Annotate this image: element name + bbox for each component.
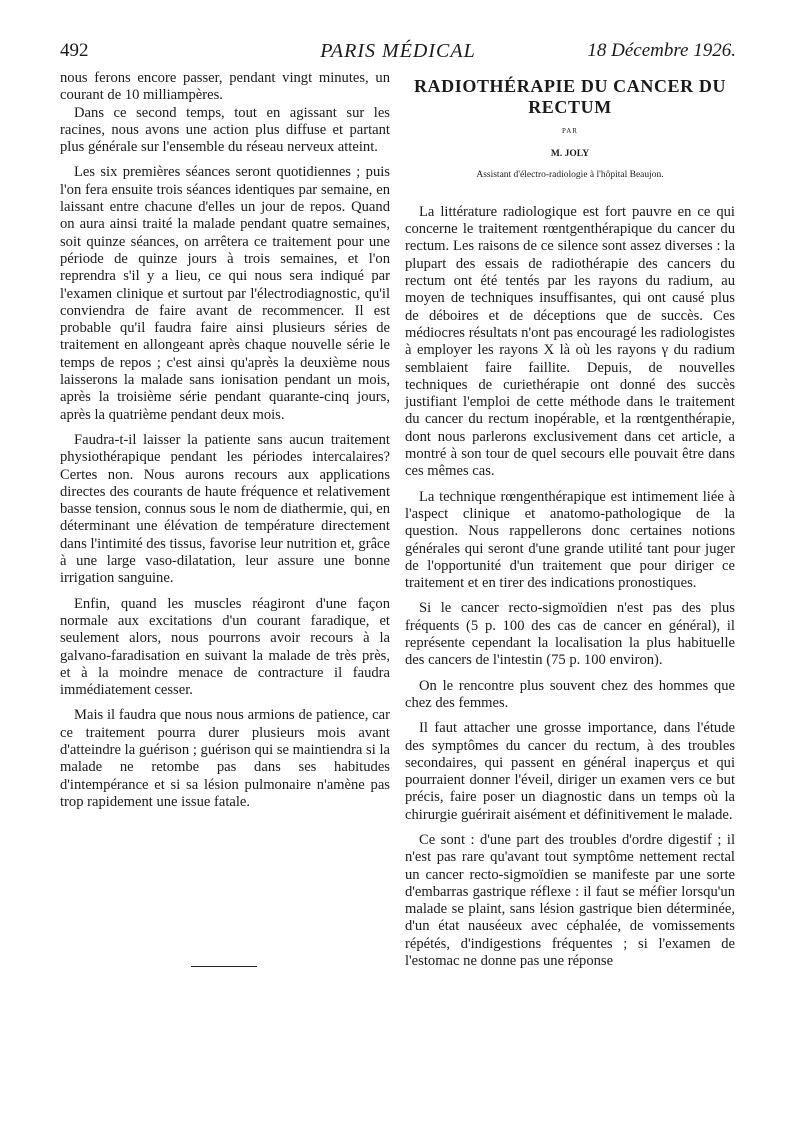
journal-title: PARIS MÉDICAL xyxy=(320,40,476,62)
author-affiliation: Assistant d'électro-radiologie à l'hôpital Beaujon. xyxy=(476,169,664,180)
page-header xyxy=(60,38,736,68)
paragraph: Si le cancer recto-sigmoïdien n'est pas des plus fréquents (5 p. 100 des cas de cancer en général), il représente cependant la localisation la plus habituelle des cancers de l'intestin (75 p. 100 environ). xyxy=(405,600,735,669)
paragraph: La littérature radiologique est fort pauvre en ce qui concerne le traitement rœntgenthérapique du cancer du rectum. Les raisons de ce silence sont assez diverses : la plupart des essais de radiothérapie des cancers du rectum ont été tentés par les rayons du radium, au moyen de techniques insuffisantes, qui ont causé plus de déboires et de déceptions que de succès. Ces médiocres résultats n'ont pas encouragé les radiologistes à employer les rayons X là où les rayons γ du radium semblaient faire faillite. Depuis, de nouvelles techniques de curiethérapie ont donné des succès justifiant l'emploi de cette méthode dans le traitement du cancer du rectum inopérable, et la rœntgenthérapie, dont nous parlerons exclusivement dans cet article, a montré à son tour de quel secours elle pouvait être dans ces mêmes cas. xyxy=(405,203,735,480)
right-column xyxy=(405,70,735,970)
paragraph: Les six premières séances seront quotidiennes ; puis l'on fera ensuite trois séances identiques par semaine, en laissant entre chacune d'elles un jour de repos. Quand on aura ainsi traité la malade pendant quatre semaines, soit quinze séances, on arrêtera ce traitement pour une période de quinze jours à trois semaines, et l'on reprendra s'il y a lieu, ce qui nous sera indiqué par l'examen clinique et surtout par l'électrodiagnostic, qu'il conviendra de faire avant de recommencer. Il est probable qu'il faudra faire ainsi plusieurs séries de traitement en allongeant après chaque nouvelle série le temps de repos ; c'est ainsi qu'après la deuxième nous laisserons la malade sans ionisation pendant un mois, après la troisième série pendant quarante-cinq jours, après la quatrième pendant deux mois. xyxy=(60,164,390,423)
paragraph: nous ferons encore passer, pendant vingt minutes, un courant de 10 milliampères. xyxy=(60,70,390,104)
paragraph: Mais il faudra que nous nous armions de patience, car ce traitement pourra durer plusieurs mois avant d'atteindre la guérison ; guérison qui se maintiendra si la malade ne retombe pas dans ses habitudes d'intempérance et si sa lésion pulmonaire n'amène pas trop rapidement une issue fatale. xyxy=(60,707,390,810)
byline-par: PAR xyxy=(562,127,578,135)
paragraph: La technique rœngenthérapique est intimement liée à l'aspect clinique et anatomo-pathologique de la question. Nous rappellerons donc certaines notions générales qui seront d'une grande utilité tant pour juger de l'opportunité d'un traitement que pour diriger ce traitement et en tirer des indications pronostiques. xyxy=(405,488,735,592)
paragraph: Dans ce second temps, tout en agissant sur les racines, nous avons une action plus diffuse et partant plus générale sur l'ensemble du réseau nerveux atteint. xyxy=(60,104,390,156)
paragraph: On le rencontre plus souvent chez des hommes que chez des femmes. xyxy=(405,677,735,711)
paragraph: Il faut attacher une grosse importance, dans l'étude des symptômes du cancer du rectum, à des troubles secondaires, qui passent en général inaperçus et qui pourraient donner l'éveil, diriger un examen vers ce but précis, faire poser un diagnostic dans un temps où la chirurgie guérirait aisément et définitivement le malade. xyxy=(405,720,735,823)
issue-date: 18 Décembre 1926. xyxy=(587,40,736,61)
left-column xyxy=(60,70,390,811)
paragraph: Faudra-t-il laisser la patiente sans aucun traitement physiothérapique pendant les périodes intercalaires? Certes non. Nous aurons recours aux applications directes des courants de haute fréquence et relativement basse tension, connus sous le nom de diathermie, qui, en déterminant une élévation de température directement dans l'intimité des tissus, favorise leur nutrition et, grâce à une large vaso-dilatation, leur assure une bonne irrigation sanguine. xyxy=(60,431,390,587)
article-title: RADIOTHÉRAPIE DU CANCER DU RECTUM xyxy=(413,76,727,117)
author-name: M. JOLY xyxy=(550,149,590,160)
page-number: 492 xyxy=(60,40,89,61)
paragraph: Ce sont : d'une part des troubles d'ordre digestif ; il n'est pas rare qu'avant tout symptôme nettement rectal un cancer recto-sigmoïdien se manifeste par une sorte d'embarras gastrique réflexe : il faut se méfier lorsqu'un malade se plaint, sans lésion gastrique bien déterminée, d'un état nauséeux avec céphalée, de vomissements répétés, d'indigestions fréquentes ; si l'examen de l'estomac ne donne pas une réponse xyxy=(405,831,735,970)
section-divider xyxy=(191,966,257,967)
paragraph: Enfin, quand les muscles réagiront d'une façon normale aux excitations d'un courant faradique, et seulement alors, nous pourrons avoir recours à la galvano-faradisation en suivant la malade de très près, et à la moindre menace de contracture il faudra immédiatement cesser. xyxy=(60,595,390,699)
